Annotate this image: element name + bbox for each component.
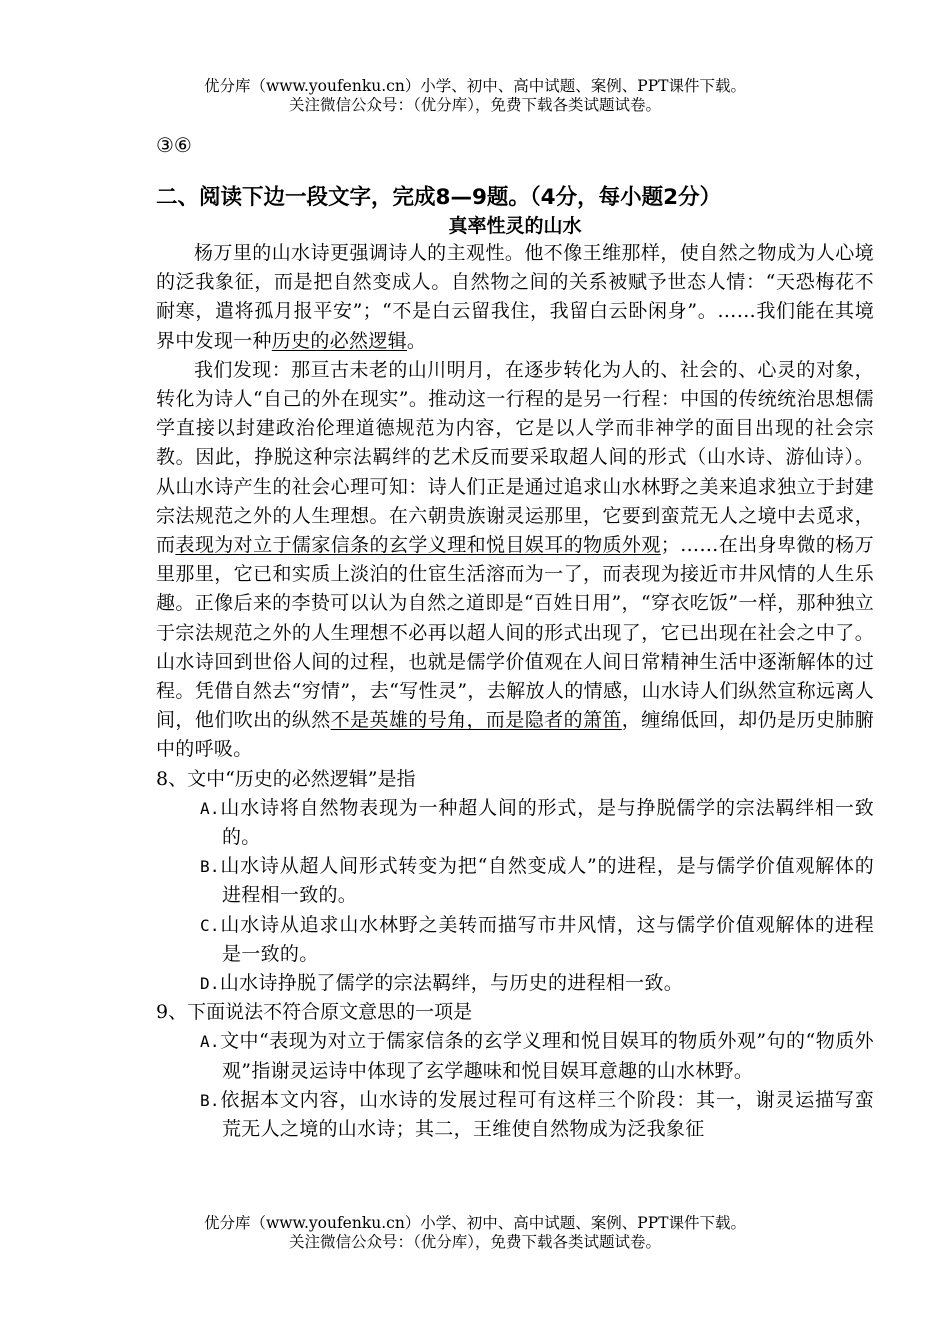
question-option xyxy=(200,1086,874,1144)
question-stem: 9、下面说法不符合原文意思的一项是 xyxy=(156,1001,473,1024)
question-option xyxy=(200,911,874,969)
paragraph-text: 杨万里的山水诗更强调诗人的主观性。他不像王维那样，使自然之物成为人心境的泛我象征，而是把自然变成人。自然物之间的关系被赋予世态人情：“天恐梅花不耐寒，遣将孤月报平安”；“不是白云留我住，我留白云卧闲身”。……我们能在其境界中发现一种 xyxy=(156,242,874,352)
option-text: 依据本文内容，山水诗的发展过程可有这样三个阶段：其一，谢灵运描写蛮荒无人之境的山水诗；其二，王维使自然物成为泛我象征 xyxy=(219,1088,874,1141)
option-text: 山水诗挣脱了儒学的宗法羁绊，与历史的进程相一致。 xyxy=(219,972,684,995)
underlined-phrase-hermit-flute: 不是英雄的号角，而是隐者的箫笛 xyxy=(330,709,622,732)
paragraph-text: ；……在出身卑微的杨万里那里，它已和实质上淡泊的仕宦生活溶而为一了，而表现为接近市井风情的人生乐趣。正像后来的李贽可以认为自然之道即是“百姓日用”，“穿衣吃饭”一样，那种独立于宗法规范之外的人生理想不必再以超人间的形式出现了，它已出现在社会之中了。山水诗回到世俗人间的过程，也就是儒学价值观在人间日常精神生活中逐渐解体的过程。凭借自然去“穷情”，去“写性灵”，去解放人的情感，山水诗人们纵然宣称远离人间，他们吹出的纵然 xyxy=(156,534,874,732)
article-title: 真率性灵的山水 xyxy=(448,215,582,237)
question-option xyxy=(200,969,874,998)
footer-line-1: 优分库（www.youfenku.cn）小学、初中、高中试题、案例、PPT课件下载。 xyxy=(203,1214,747,1232)
paragraph-text: 。 xyxy=(406,329,427,352)
question-option xyxy=(200,1027,874,1085)
option-label: C. xyxy=(200,915,220,935)
option-text: 山水诗从超人间形式转变为把“自然变成人”的进程，是与儒学价值观解体的进程相一致的。 xyxy=(219,855,874,907)
paragraph-text: 我们发现：那亘古未老的山川明月，在逐步转化为人的、社会的、心灵的对象，转化为诗人“自己的外在现实”。推动这一行程的是另一行程：中国的传统统治思想儒学直接以封建政治伦理道德规范为内容，它是以人学而非神学的面目出现的社会宗教。因此，挣脱这种宗法羁绊的艺术反而要采取超人间的形式（山水诗、游仙诗）。从山水诗产生的社会心理可知：诗人们正是通过追求山水林野之美来追求独立于封建宗法规范之外的人生理想。在六朝贵族谢灵运那里，它要到蛮荒无人之境中去觅求，而 xyxy=(156,358,874,557)
footer-line-2: 关注微信公众号：（优分库），免费下载各类试题试卷。 xyxy=(288,1233,661,1251)
header-line-2: 关注微信公众号：（优分库），免费下载各类试题试卷。 xyxy=(288,96,661,114)
previous-answer: ③⑥ xyxy=(156,133,192,157)
option-label: D. xyxy=(200,974,220,994)
question-9 xyxy=(156,998,874,1144)
section-title: 二、阅读下边一段文字，完成8—9题。（4分，每小题2分） xyxy=(156,185,722,210)
article-paragraph-2 xyxy=(156,356,874,765)
question-option xyxy=(200,794,874,852)
question-stem: 8、文中“历史的必然逻辑”是指 xyxy=(156,767,416,790)
page-header xyxy=(0,77,950,115)
option-label: B. xyxy=(200,1090,220,1110)
paragraph-text: ，缠绵低回，却仍是历史肺腑中的呼吸。 xyxy=(156,709,874,761)
option-text: 山水诗将自然物表现为一种超人间的形式，是与挣脱儒学的宗法羁绊相一致的。 xyxy=(219,796,874,849)
page-footer xyxy=(0,1214,950,1252)
article-paragraph-1 xyxy=(156,239,874,356)
option-label: B. xyxy=(200,857,220,877)
option-label: A. xyxy=(200,1032,220,1052)
page-content xyxy=(156,131,874,1144)
question-8 xyxy=(156,765,874,999)
option-text: 山水诗从追求山水林野之美转而描写市井风情，这与儒学价值观解体的进程是一致的。 xyxy=(219,913,874,965)
question-option xyxy=(200,852,874,910)
header-line-1: 优分库（www.youfenku.cn）小学、初中、高中试题、案例、PPT课件下载。 xyxy=(203,77,747,95)
underlined-phrase-historical-logic: 历史的必然逻辑 xyxy=(271,329,407,352)
option-label: A. xyxy=(200,798,220,818)
option-text: 文中“表现为对立于儒家信条的玄学义理和悦目娱耳的物质外观”句的“物质外观”指谢灵运诗中体现了玄学趣味和悦目娱耳意趣的山水林野。 xyxy=(219,1030,874,1082)
underlined-phrase-material-appearance: 表现为对立于儒家信条的玄学义理和悦目娱耳的物质外观 xyxy=(175,534,661,557)
